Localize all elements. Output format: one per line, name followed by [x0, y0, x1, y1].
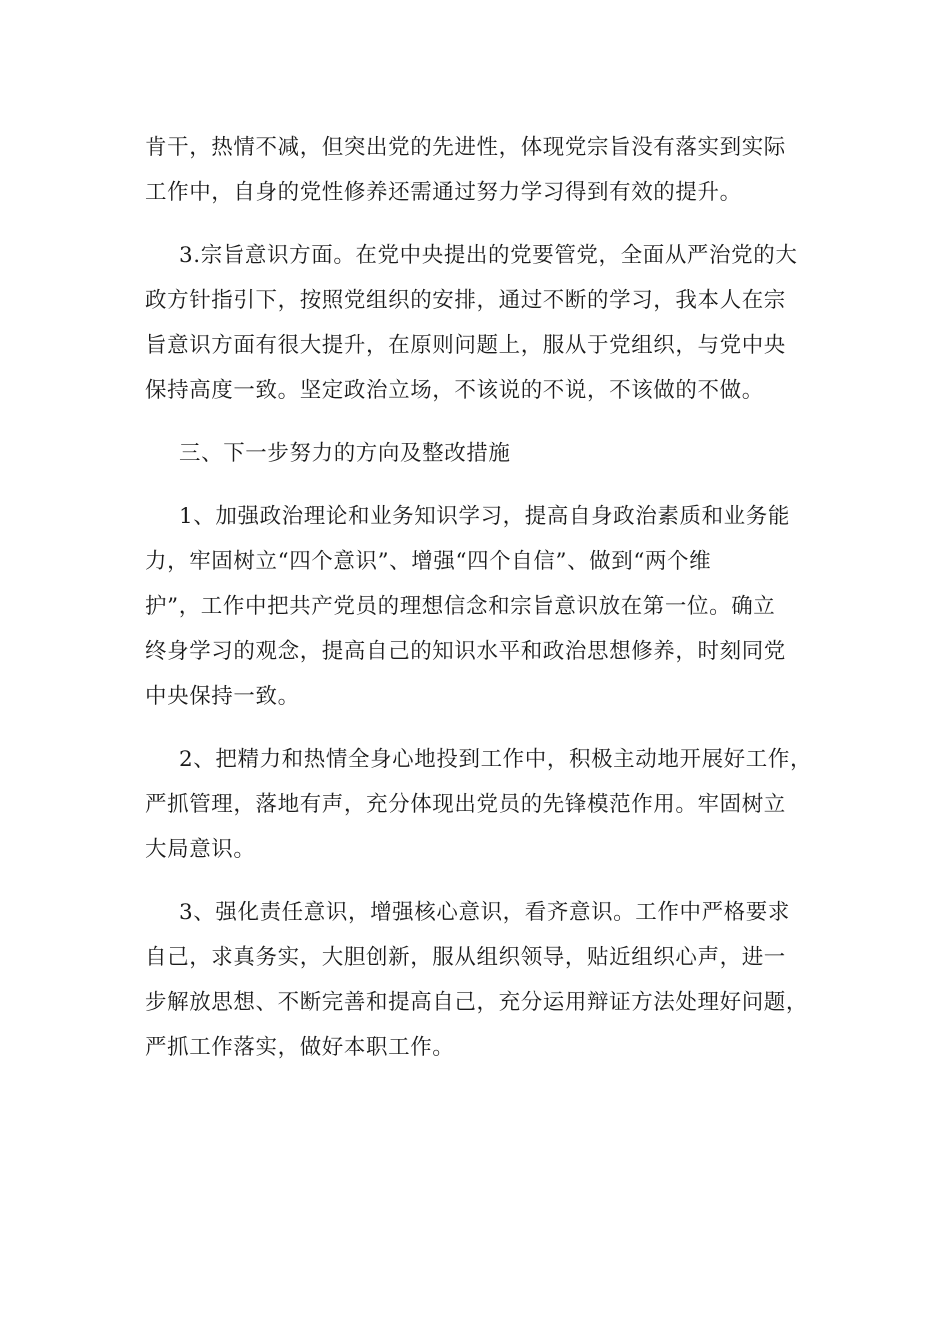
section-heading-next-steps — [145, 431, 810, 476]
text-line: 保持高度一致。坚定政治立场，不该说的不说，不该做的不做。 — [145, 378, 764, 403]
text-line: 自己，求真务实，大胆创新，服从组织领导，贴近组织心声，进一 — [145, 945, 786, 970]
text-line: 力，牢固树立“四个意识”、增强“四个自信”、做到“两个维 — [145, 549, 712, 574]
text-line: 严抓管理，落地有声，充分体现出党员的先锋模范作用。牢固树立 — [145, 792, 786, 817]
text-line: 大局意识。 — [145, 837, 256, 862]
text-line: 2、把精力和热情全身心地投到工作中，积极主动地开展好工作， — [179, 747, 813, 772]
paragraph-purpose-awareness — [145, 233, 810, 413]
text-line: 1、加强政治理论和业务知识学习，提高自身政治素质和业务能 — [179, 504, 790, 529]
text-line: 政方针指引下，按照党组织的安排，通过不断的学习，我本人在宗 — [145, 288, 786, 313]
text-line: 旨意识方面有很大提升，在原则问题上，服从于党组织，与党中央 — [145, 333, 786, 358]
text-line: 中央保持一致。 — [145, 684, 300, 709]
paragraph-party-spirit-continued — [145, 125, 810, 215]
text-line: 3.宗旨意识方面。在党中央提出的党要管党，全面从严治党的大 — [179, 243, 798, 268]
text-line: 护”，工作中把共产党员的理想信念和宗旨意识放在第一位。确立 — [145, 594, 776, 619]
paragraph-measure-1 — [145, 494, 810, 719]
paragraph-measure-3 — [145, 890, 810, 1070]
text-line: 三、下一步努力的方向及整改措施 — [179, 441, 511, 466]
text-line: 工作中，自身的党性修养还需通过努力学习得到有效的提升。 — [145, 180, 742, 205]
text-line: 终身学习的观念，提高自己的知识水平和政治思想修养，时刻同党 — [145, 639, 786, 664]
text-line: 3、强化责任意识，增强核心意识，看齐意识。工作中严格要求 — [179, 900, 790, 925]
paragraph-measure-2 — [145, 737, 813, 872]
text-line: 严抓工作落实，做好本职工作。 — [145, 1035, 455, 1060]
text-line: 肯干，热情不减，但突出党的先进性，体现党宗旨没有落实到实际 — [145, 135, 786, 160]
text-line: 步解放思想、不断完善和提高自己，充分运用辩证方法处理好问题， — [145, 990, 809, 1015]
document-body — [145, 125, 813, 1070]
